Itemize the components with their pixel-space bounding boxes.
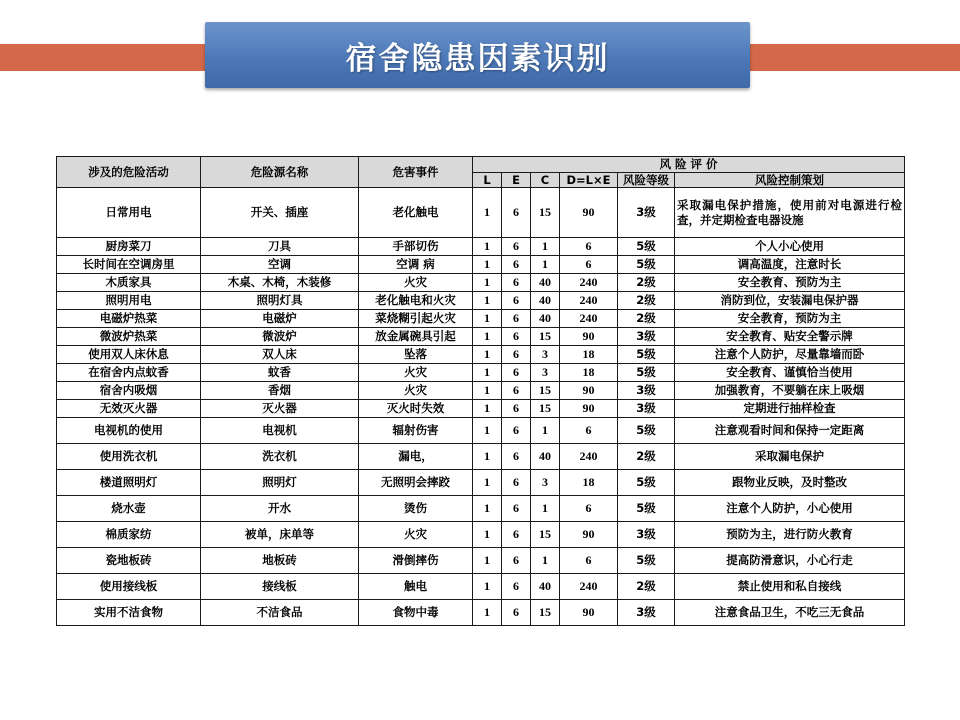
l-cell: 1 xyxy=(473,188,502,238)
l-cell: 1 xyxy=(473,274,502,292)
level-cell: 3级 xyxy=(618,328,675,346)
event-cell: 老化触电和火灾 xyxy=(359,292,473,310)
level-cell: 3级 xyxy=(618,522,675,548)
source-cell: 开关、插座 xyxy=(201,188,359,238)
event-cell: 火灾 xyxy=(359,522,473,548)
c-cell: 15 xyxy=(531,522,560,548)
c-cell: 15 xyxy=(531,600,560,626)
header-level: 风险等级 xyxy=(618,173,675,188)
table-row xyxy=(57,444,905,470)
table-row xyxy=(57,274,905,292)
source-cell: 香烟 xyxy=(201,382,359,400)
level-cell: 2级 xyxy=(618,574,675,600)
c-cell: 40 xyxy=(531,292,560,310)
event-cell: 无照明会摔跤 xyxy=(359,470,473,496)
activity-cell: 棉质家纺 xyxy=(57,522,201,548)
source-cell: 空调 xyxy=(201,256,359,274)
table-row xyxy=(57,470,905,496)
l-cell: 1 xyxy=(473,496,502,522)
source-cell: 双人床 xyxy=(201,346,359,364)
activity-cell: 楼道照明灯 xyxy=(57,470,201,496)
e-cell: 6 xyxy=(502,328,531,346)
risk-table-body xyxy=(57,188,905,626)
d-cell: 6 xyxy=(560,256,618,274)
source-cell: 接线板 xyxy=(201,574,359,600)
activity-cell: 使用洗衣机 xyxy=(57,444,201,470)
header-activity: 涉及的危险活动 xyxy=(57,157,201,188)
left-accent-bar xyxy=(0,44,215,71)
c-cell: 40 xyxy=(531,274,560,292)
source-cell: 灭火器 xyxy=(201,400,359,418)
source-cell: 不洁食品 xyxy=(201,600,359,626)
source-cell: 木桌、木椅，木装修 xyxy=(201,274,359,292)
header-l: L xyxy=(473,173,502,188)
level-cell: 3级 xyxy=(618,382,675,400)
c-cell: 1 xyxy=(531,548,560,574)
source-cell: 刀具 xyxy=(201,238,359,256)
level-cell: 2级 xyxy=(618,444,675,470)
d-cell: 90 xyxy=(560,522,618,548)
c-cell: 15 xyxy=(531,382,560,400)
table-row xyxy=(57,310,905,328)
activity-cell: 电视机的使用 xyxy=(57,418,201,444)
activity-cell: 微波炉热菜 xyxy=(57,328,201,346)
e-cell: 6 xyxy=(502,292,531,310)
c-cell: 15 xyxy=(531,400,560,418)
event-cell: 烫伤 xyxy=(359,496,473,522)
activity-cell: 木质家具 xyxy=(57,274,201,292)
event-cell: 菜烧糊引起火灾 xyxy=(359,310,473,328)
event-cell: 老化触电 xyxy=(359,188,473,238)
event-cell: 辐射伤害 xyxy=(359,418,473,444)
activity-cell: 长时间在空调房里 xyxy=(57,256,201,274)
level-cell: 5级 xyxy=(618,256,675,274)
table-row xyxy=(57,382,905,400)
e-cell: 6 xyxy=(502,346,531,364)
l-cell: 1 xyxy=(473,470,502,496)
d-cell: 18 xyxy=(560,364,618,382)
d-cell: 6 xyxy=(560,548,618,574)
table-row xyxy=(57,292,905,310)
l-cell: 1 xyxy=(473,328,502,346)
control-cell: 预防为主，进行防火教育 xyxy=(675,522,905,548)
table-row xyxy=(57,600,905,626)
e-cell: 6 xyxy=(502,444,531,470)
table-row xyxy=(57,346,905,364)
control-cell: 安全教育、贴安全警示牌 xyxy=(675,328,905,346)
table-row xyxy=(57,328,905,346)
e-cell: 6 xyxy=(502,574,531,600)
control-cell: 定期进行抽样检查 xyxy=(675,400,905,418)
e-cell: 6 xyxy=(502,274,531,292)
d-cell: 18 xyxy=(560,470,618,496)
level-cell: 2级 xyxy=(618,274,675,292)
c-cell: 1 xyxy=(531,256,560,274)
activity-cell: 无效灭火器 xyxy=(57,400,201,418)
level-cell: 5级 xyxy=(618,548,675,574)
table-row xyxy=(57,496,905,522)
slide-title: 宿舍隐患因素识别 xyxy=(345,40,610,77)
l-cell: 1 xyxy=(473,600,502,626)
e-cell: 6 xyxy=(502,470,531,496)
level-cell: 5级 xyxy=(618,364,675,382)
c-cell: 1 xyxy=(531,496,560,522)
d-cell: 90 xyxy=(560,188,618,238)
source-cell: 微波炉 xyxy=(201,328,359,346)
table-row xyxy=(57,548,905,574)
table-row xyxy=(57,364,905,382)
event-cell: 食物中毒 xyxy=(359,600,473,626)
activity-cell: 使用接线板 xyxy=(57,574,201,600)
control-cell: 跟物业反映，及时整改 xyxy=(675,470,905,496)
control-cell: 采取漏电保护措施，使用前对电源进行检查，并定期检查电器设施 xyxy=(675,188,905,238)
event-cell: 滑倒摔伤 xyxy=(359,548,473,574)
level-cell: 5级 xyxy=(618,418,675,444)
c-cell: 40 xyxy=(531,574,560,600)
d-cell: 6 xyxy=(560,496,618,522)
level-cell: 5级 xyxy=(618,238,675,256)
l-cell: 1 xyxy=(473,548,502,574)
table-row xyxy=(57,522,905,548)
e-cell: 6 xyxy=(502,496,531,522)
d-cell: 90 xyxy=(560,382,618,400)
table-row xyxy=(57,418,905,444)
l-cell: 1 xyxy=(473,292,502,310)
control-cell: 安全教育、预防为主 xyxy=(675,274,905,292)
d-cell: 240 xyxy=(560,292,618,310)
header-risk-eval: 风 险 评 价 xyxy=(473,157,905,173)
activity-cell: 烧水壶 xyxy=(57,496,201,522)
control-cell: 个人小心使用 xyxy=(675,238,905,256)
activity-cell: 照明用电 xyxy=(57,292,201,310)
c-cell: 3 xyxy=(531,364,560,382)
level-cell: 2级 xyxy=(618,310,675,328)
header-e: E xyxy=(502,173,531,188)
activity-cell: 电磁炉热菜 xyxy=(57,310,201,328)
header-c: C xyxy=(531,173,560,188)
control-cell: 消防到位，安装漏电保护器 xyxy=(675,292,905,310)
event-cell: 灭火时失效 xyxy=(359,400,473,418)
event-cell: 放金属碗具引起 xyxy=(359,328,473,346)
e-cell: 6 xyxy=(502,364,531,382)
header-hazard-event: 危害事件 xyxy=(359,157,473,188)
activity-cell: 在宿舍内点蚊香 xyxy=(57,364,201,382)
table-row xyxy=(57,238,905,256)
source-cell: 蚊香 xyxy=(201,364,359,382)
table-row xyxy=(57,400,905,418)
level-cell: 5级 xyxy=(618,346,675,364)
level-cell: 5级 xyxy=(618,470,675,496)
control-cell: 注意个人防护，小心使用 xyxy=(675,496,905,522)
title-banner xyxy=(205,22,750,88)
d-cell: 90 xyxy=(560,328,618,346)
control-cell: 加强教育，不要躺在床上吸烟 xyxy=(675,382,905,400)
source-cell: 电视机 xyxy=(201,418,359,444)
level-cell: 5级 xyxy=(618,496,675,522)
level-cell: 3级 xyxy=(618,600,675,626)
d-cell: 6 xyxy=(560,238,618,256)
right-accent-bar xyxy=(745,44,960,71)
l-cell: 1 xyxy=(473,400,502,418)
d-cell: 240 xyxy=(560,574,618,600)
activity-cell: 日常用电 xyxy=(57,188,201,238)
d-cell: 90 xyxy=(560,400,618,418)
d-cell: 240 xyxy=(560,274,618,292)
activity-cell: 瓷地板砖 xyxy=(57,548,201,574)
source-cell: 被单，床单等 xyxy=(201,522,359,548)
control-cell: 安全教育，预防为主 xyxy=(675,310,905,328)
event-cell: 空调 病 xyxy=(359,256,473,274)
c-cell: 1 xyxy=(531,418,560,444)
control-cell: 提高防滑意识，小心行走 xyxy=(675,548,905,574)
control-cell: 禁止使用和私自接线 xyxy=(675,574,905,600)
source-cell: 地板砖 xyxy=(201,548,359,574)
c-cell: 40 xyxy=(531,444,560,470)
e-cell: 6 xyxy=(502,188,531,238)
activity-cell: 厨房菜刀 xyxy=(57,238,201,256)
source-cell: 洗衣机 xyxy=(201,444,359,470)
c-cell: 1 xyxy=(531,238,560,256)
c-cell: 3 xyxy=(531,470,560,496)
activity-cell: 使用双人床休息 xyxy=(57,346,201,364)
header-control: 风险控制策划 xyxy=(675,173,905,188)
l-cell: 1 xyxy=(473,310,502,328)
e-cell: 6 xyxy=(502,522,531,548)
l-cell: 1 xyxy=(473,522,502,548)
event-cell: 漏电， xyxy=(359,444,473,470)
source-cell: 照明灯具 xyxy=(201,292,359,310)
l-cell: 1 xyxy=(473,444,502,470)
control-cell: 注意观看时间和保持一定距离 xyxy=(675,418,905,444)
l-cell: 1 xyxy=(473,256,502,274)
d-cell: 240 xyxy=(560,310,618,328)
e-cell: 6 xyxy=(502,418,531,444)
l-cell: 1 xyxy=(473,418,502,444)
event-cell: 火灾 xyxy=(359,364,473,382)
e-cell: 6 xyxy=(502,600,531,626)
control-cell: 调高温度，注意时长 xyxy=(675,256,905,274)
event-cell: 火灾 xyxy=(359,274,473,292)
c-cell: 15 xyxy=(531,328,560,346)
d-cell: 6 xyxy=(560,418,618,444)
event-cell: 手部切伤 xyxy=(359,238,473,256)
table-row xyxy=(57,256,905,274)
e-cell: 6 xyxy=(502,238,531,256)
source-cell: 照明灯 xyxy=(201,470,359,496)
d-cell: 18 xyxy=(560,346,618,364)
source-cell: 电磁炉 xyxy=(201,310,359,328)
level-cell: 2级 xyxy=(618,292,675,310)
table-row xyxy=(57,188,905,238)
control-cell: 安全教育、谨慎恰当使用 xyxy=(675,364,905,382)
control-cell: 注意食品卫生，不吃三无食品 xyxy=(675,600,905,626)
source-cell: 开水 xyxy=(201,496,359,522)
d-cell: 90 xyxy=(560,600,618,626)
l-cell: 1 xyxy=(473,574,502,600)
event-cell: 火灾 xyxy=(359,382,473,400)
control-cell: 注意个人防护，尽量靠墙而卧 xyxy=(675,346,905,364)
header-hazard-source: 危险源名称 xyxy=(201,157,359,188)
c-cell: 15 xyxy=(531,188,560,238)
c-cell: 3 xyxy=(531,346,560,364)
event-cell: 坠落 xyxy=(359,346,473,364)
e-cell: 6 xyxy=(502,256,531,274)
l-cell: 1 xyxy=(473,382,502,400)
l-cell: 1 xyxy=(473,346,502,364)
l-cell: 1 xyxy=(473,238,502,256)
table-row xyxy=(57,574,905,600)
level-cell: 3级 xyxy=(618,188,675,238)
header-d: D=L×E xyxy=(560,173,618,188)
control-cell: 采取漏电保护 xyxy=(675,444,905,470)
e-cell: 6 xyxy=(502,548,531,574)
l-cell: 1 xyxy=(473,364,502,382)
e-cell: 6 xyxy=(502,310,531,328)
event-cell: 触电 xyxy=(359,574,473,600)
risk-table xyxy=(56,156,905,626)
c-cell: 40 xyxy=(531,310,560,328)
activity-cell: 实用不洁食物 xyxy=(57,600,201,626)
d-cell: 240 xyxy=(560,444,618,470)
level-cell: 3级 xyxy=(618,400,675,418)
e-cell: 6 xyxy=(502,400,531,418)
e-cell: 6 xyxy=(502,382,531,400)
activity-cell: 宿舍内吸烟 xyxy=(57,382,201,400)
